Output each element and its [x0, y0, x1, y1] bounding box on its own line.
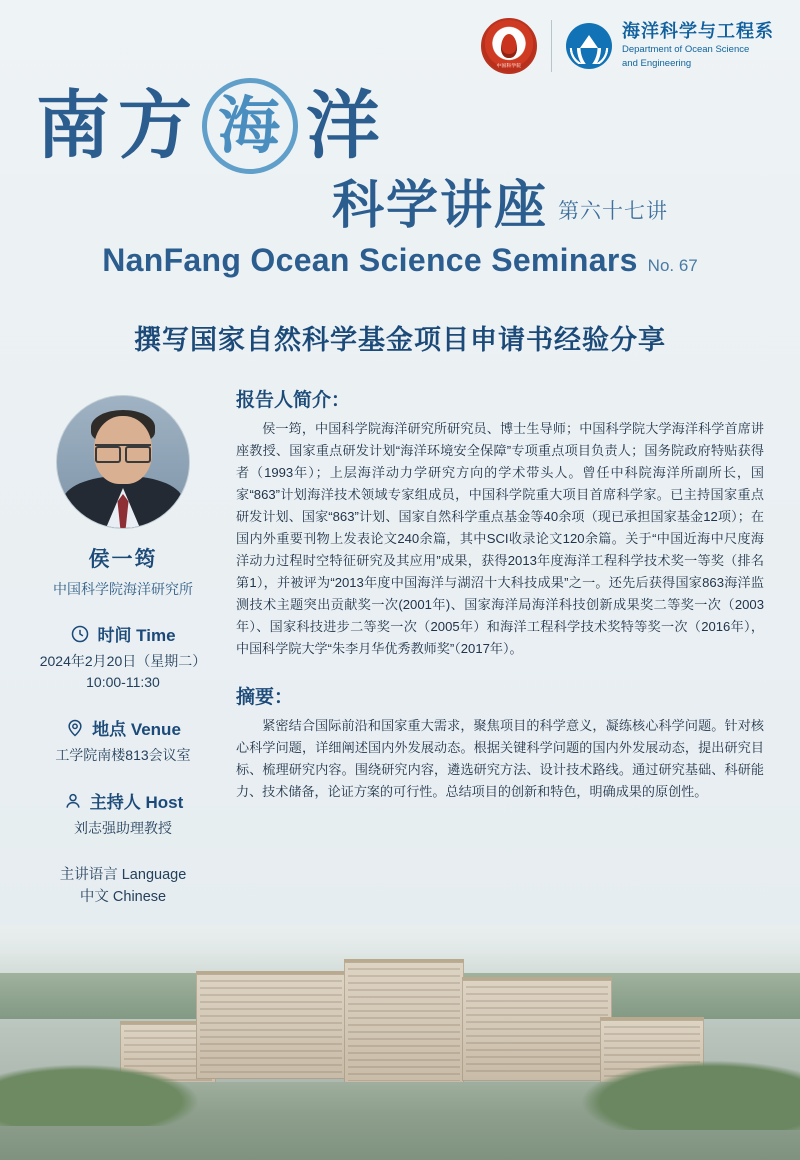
photo-greenery-left [0, 1064, 200, 1126]
host-value: 刘志强助理教授 [74, 820, 172, 836]
title-subtitle-cn: 科学讲座 [332, 176, 549, 236]
time-value [18, 651, 228, 693]
content-column [228, 385, 788, 909]
title-session-number-cn: 第六十七讲 [558, 200, 669, 223]
venue-label: 地点 Venue [92, 720, 181, 739]
title-char-1: 南 [36, 83, 112, 169]
poster-title [0, 78, 800, 279]
photo-building-1 [196, 971, 346, 1079]
flame-shape [501, 34, 517, 58]
host-label: 主持人 Host [89, 793, 184, 812]
speaker-affiliation: 中国科学院海洋研究所 [53, 581, 193, 597]
title-english: NanFang Ocean Science Seminars [102, 242, 638, 278]
title-line-3 [0, 242, 800, 279]
photo-building-center [344, 959, 464, 1085]
ocean-wave-icon [566, 23, 612, 69]
title-line-1 [0, 78, 800, 174]
title-session-number-en: No. 67 [647, 256, 698, 275]
poster-body [0, 385, 800, 909]
title-char-circle [202, 78, 298, 174]
time-value-date: 2024年2月20日（星期二） [39, 653, 207, 669]
language-label: 主讲语言 Language [59, 867, 187, 883]
abstract-text: 紧密结合国际前沿和国家重大需求，聚焦项目的科学意义，凝练核心科学问题。针对核心科学问题，详细阐述国内外发展动态。根据关键科学问题的国内外发展动态，提出研究目标、梳理研究内容。围绕研究内容，遴选研究方法、设计技术路线。通过研究基础、科研能力、技术储备，论证方案的可行性。总结项目的创新和特色，明确成果的原创性。 [236, 717, 764, 799]
time-heading [18, 621, 228, 646]
language-value: 中文 Chinese [79, 888, 167, 905]
campus-photo [0, 925, 800, 1160]
department-logo [566, 22, 774, 70]
location-pin-icon [65, 718, 85, 738]
time-value-hours: 10:00-11:30 [86, 674, 160, 690]
clock-icon [70, 624, 90, 644]
abstract-heading: 摘要： [236, 686, 294, 708]
sail-shape [580, 35, 598, 48]
title-char-circled: 海 [217, 89, 282, 162]
time-label: 时间 Time [97, 626, 176, 645]
person-icon [63, 791, 83, 811]
portrait-glasses [95, 444, 151, 457]
speaker-name: 侯一筠 [88, 548, 158, 571]
bio-text: 侯一筠，中国科学院海洋研究所研究员、博士生导师；中国科学院大学海洋科学首席讲座教授、国家重点研发计划“海洋环境安全保障”专项重点项目负责人；国务院政府特贴获得者（1993年）；上层海洋动力学研究方向的学术带头人。曾任中科院海洋所副所长，国家“863”计划海洋技术领域专家组成员，中国科学院重大项目首席科学家。已主持国家重点研发计划、国家“863”计划、国家自然科学重点基金等40余项（现已承担国家基金12项）；在国内外重要刊物上发表论文240余篇，其中SCI收录论文120余篇。关于“中国近海中尺度海洋动力过程时空特征研究及其应用”成果，获得2013年度海洋工程科学技术奖一等奖（排名第1），并被评为“2013年度中国海洋与湖沼十大科技成果”之一。还先后获得国家863海洋监测技术主题突出贡献奖一次(2001年)、国家海洋局海洋科技创新成果奖二等奖一次（2003年）、国家科技进步二等奖一次（2005年）和海洋工程科学技术奖特等奖一次（2016年），中国科学院大学“朱李月华优秀教师奖”（2017年）。 [236, 421, 764, 656]
department-name-cn: 海洋科学与工程系 [622, 21, 774, 42]
bio-heading: 报告人简介： [236, 390, 351, 411]
photo-greenery-right [580, 1060, 800, 1130]
venue-heading [18, 715, 228, 740]
host-block [18, 788, 228, 839]
venue-value: 工学院南楼813会议室 [55, 747, 191, 763]
logo-divider [551, 20, 552, 72]
time-block [18, 621, 228, 693]
title-char-2: 方 [118, 83, 194, 169]
speaker-column [0, 385, 228, 909]
seal-text: 中国科学院 [496, 63, 522, 68]
wave-shape [566, 48, 612, 64]
header-logos [481, 18, 774, 74]
department-name-en-2: and Engineering [622, 57, 692, 69]
host-heading [18, 788, 228, 813]
title-char-3: 洋 [306, 83, 382, 169]
speaker-portrait [56, 395, 190, 529]
language-block [18, 865, 228, 909]
venue-block [18, 715, 228, 766]
section-gap [236, 660, 764, 682]
cas-seal-icon [481, 18, 537, 74]
department-text [622, 22, 774, 70]
title-line-2 [0, 176, 800, 236]
department-name-en-1: Department of Ocean Science [622, 44, 750, 56]
talk-title: 撰写国家自然科学基金项目申请书经验分享 [134, 325, 666, 355]
